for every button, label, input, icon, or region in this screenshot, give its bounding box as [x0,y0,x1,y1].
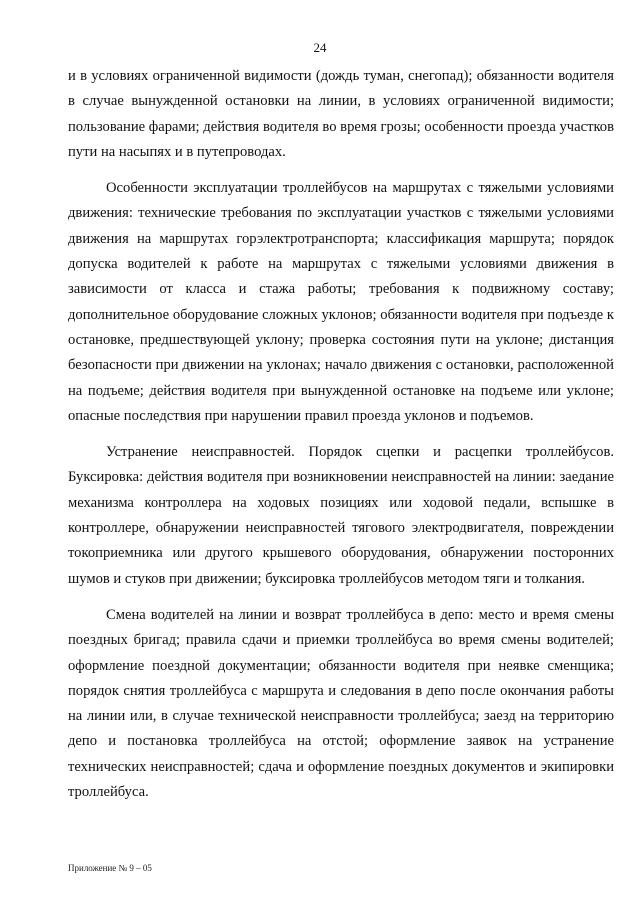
page-footer: Приложение № 9 – 05 [68,863,152,873]
paragraph-troubleshooting: Устранение неисправностей. Порядок сцепки и расцепки троллейбусов. Буксировка: действия водителя при возникновении неисправностей на линии: заедание механизма контроллера на ходовых позициях или ходовой педали, вспышке в контроллере, обнаружении неисправностей тягового электродвигателя, повреждении токоприемника или другого крышевого оборудования, обнаружении посторонних шумов и стуков при движении; буксировка троллейбусов методом тяги и толкания. [68,444,614,587]
page-number: 24 [313,40,327,55]
paragraph-driver-change: Смена водителей на линии и возврат троллейбуса в депо: место и время смены поездных бригад; правила сдачи и приемки троллейбуса во время смены водителей; оформление поездной документации; обязанности водителя при неявке сменщика; порядок снятия троллейбуса с маршрута и следования в депо после окончания работы на линии или, в случае технической неисправности троллейбуса; заезд на территорию депо и постановка троллейбуса на отстой; оформление заявок на устранение технических неисправностей; сдача и оформление поездных документов и экипировки троллейбуса. [68,606,614,801]
paragraph-visibility-conditions: и в условиях ограниченной видимости (дождь туман, снегопад); обязанности водителя в случае вынужденной остановки на линии, в условиях ограниченной видимости; пользование фарами; действия водителя во время грозы; особенности проезда участков пути на насыпях и в путепроводах. [68,68,614,160]
document-body [68,64,614,816]
paragraph-difficult-routes: Особенности эксплуатации троллейбусов на маршрутах с тяжелыми условиями движения: технические требования по эксплуатации участков с тяжелыми условиями движения на маршрутах горэлектротранспорта; классификация маршрута; порядок допуска водителей к работе на маршрутах с тяжелыми условиями движения в зависимости от класса и стажа работы; требования к подвижному составу; дополнительное оборудование сложных уклонов; обязанности водителя при подъезде к остановке, предшествующей уклону; проверка состояния пути на уклоне; дистанция безопасности при движении на уклонах; начало движения с остановки, расположенной на подъеме; действия водителя при вынужденной остановке на подъеме или уклоне; опасные последствия при нарушении правил проезда уклонов и подъемов. [68,180,614,424]
